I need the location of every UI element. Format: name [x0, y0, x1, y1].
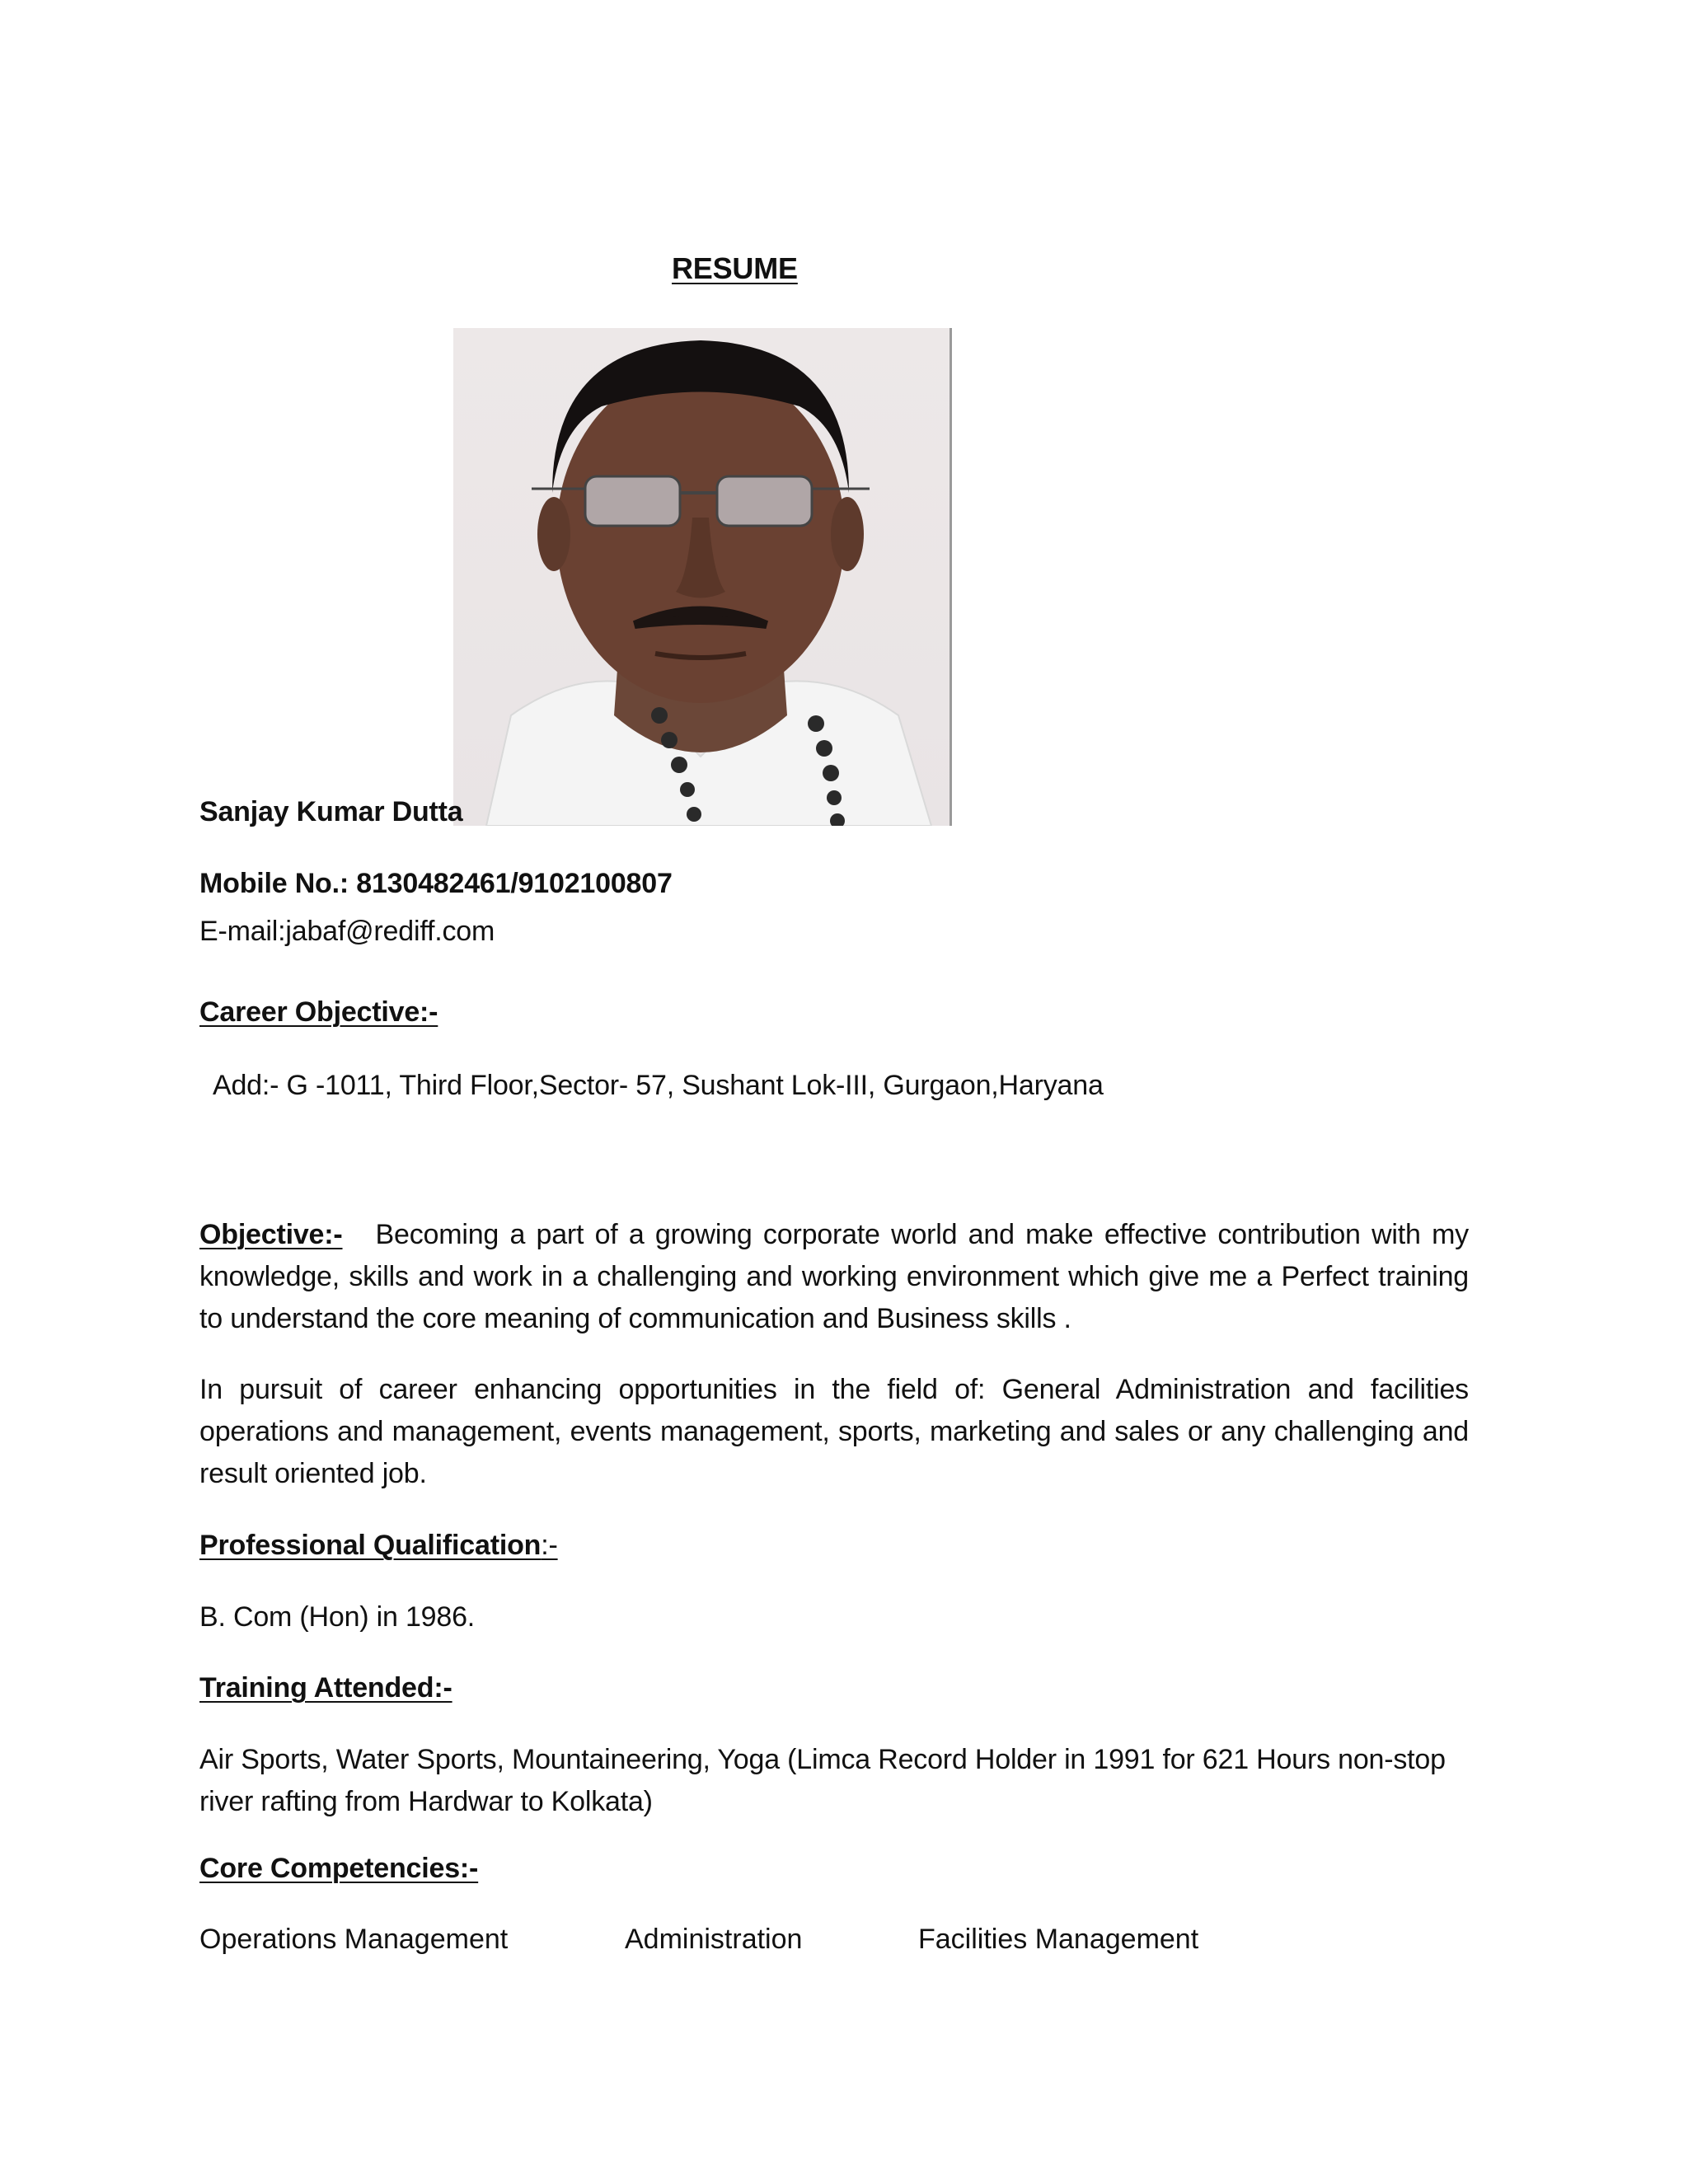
- pursuit-paragraph: In pursuit of career enhancing opportunities in the field of: General Administration and facilities operations and management, events management, sports, marketing and sales or any challenging and result oriented job.: [199, 1374, 1469, 1489]
- portrait-illustration: [453, 328, 950, 826]
- competency-item: Facilities Management: [918, 1924, 1199, 1955]
- mobile-number: Mobile No.: 8130482461/9102100807: [199, 868, 673, 899]
- competency-item: Administration: [625, 1924, 803, 1955]
- training-heading: Training Attended:-: [199, 1672, 452, 1704]
- competency-item: Operations Management: [199, 1924, 509, 1955]
- candidate-name: Sanjay Kumar Dutta: [199, 796, 463, 827]
- core-competencies-heading: Core Competencies:-: [199, 1853, 479, 1884]
- email-address: E-mail:jabaf@rediff.com: [199, 916, 495, 947]
- training-text: Air Sports, Water Sports, Mountaineering, Yoga (Limca Record Holder in 1991 for 621 Hours non-stop river rafting from Hardwar to Kolkata): [199, 1744, 1446, 1817]
- objective-paragraph: [199, 1214, 1469, 1340]
- qualification-value: B. Com (Hon) in 1986.: [199, 1601, 476, 1633]
- professional-qualification-heading: [199, 1525, 558, 1567]
- objective-text: Becoming a part of a growing corporate world and make effective contribution with my knowledge, skills and work in a challenging and working environment which give me a Perfect training to understand the core meaning of communication and Business skills .: [199, 1219, 1469, 1334]
- professional-qualification-title: Professional Qualification: [199, 1530, 542, 1561]
- career-objective-heading: Career Objective:-: [199, 996, 438, 1028]
- resume-title: RESUME: [672, 251, 798, 285]
- address: Add:- G -1011, Third Floor,Sector- 57, Sushant Lok-III, Gurgaon,Haryana: [213, 1070, 1104, 1101]
- portrait-photo: [453, 328, 952, 826]
- objective-label: Objective:-: [199, 1219, 343, 1250]
- professional-qualification-suffix: :-: [541, 1530, 558, 1561]
